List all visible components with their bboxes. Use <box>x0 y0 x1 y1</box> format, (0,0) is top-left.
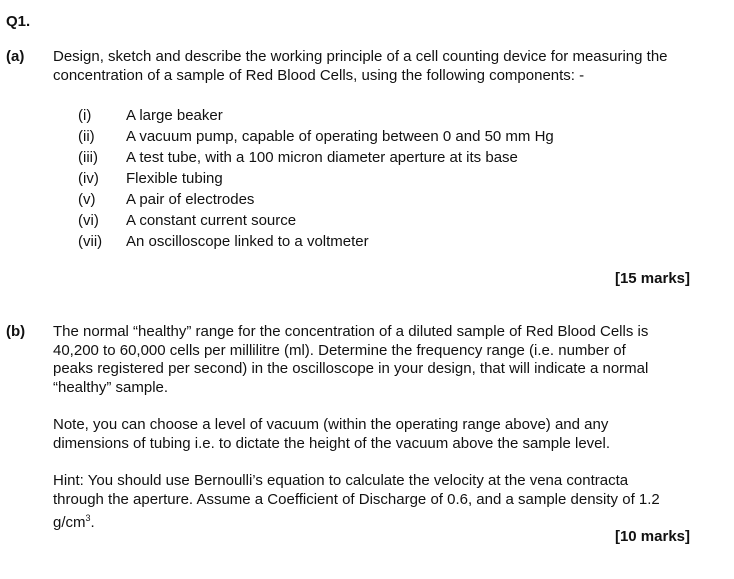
component-text: A large beaker <box>126 107 223 124</box>
component-number: (vii) <box>78 233 103 250</box>
component-text: A test tube, with a 100 micron diameter aperture at its base <box>126 149 518 166</box>
part-b-paragraph-2 <box>53 416 718 453</box>
component-item <box>78 190 678 210</box>
part-b-label: (b) <box>6 323 26 340</box>
density-unit: g/cm <box>53 514 86 531</box>
part-b-line: “healthy” sample. <box>53 378 169 396</box>
component-text: A vacuum pump, capable of operating between 0 and 50 mm Hg <box>126 128 554 145</box>
part-b-line: dimensions of tubing i.e. to dictate the height of the vacuum above the sample level. <box>53 434 611 452</box>
component-item <box>78 232 678 252</box>
part-b-line: through the aperture. Assume a Coefficient of Discharge of 0.6, and a sample density of 1.2 <box>53 490 660 508</box>
component-number: (vi) <box>78 212 99 229</box>
component-text: A constant current source <box>126 212 297 229</box>
part-a-label: (a) <box>6 48 25 65</box>
component-text: An oscilloscope linked to a voltmeter <box>126 233 369 250</box>
unit-superscript: 3 <box>85 513 91 523</box>
part-b-line: peaks registered per second) in the oscilloscope in your design, that will indicate a normal <box>53 360 649 377</box>
component-item <box>78 211 678 231</box>
component-item <box>78 169 678 189</box>
question-label: Q1. <box>6 13 31 30</box>
component-number: (i) <box>78 107 92 124</box>
part-a-marks: [15 marks] <box>614 270 690 287</box>
sentence-end: . <box>90 514 95 531</box>
component-number: (iv) <box>78 170 99 187</box>
component-number: (v) <box>78 191 96 208</box>
component-number: (iii) <box>78 149 98 166</box>
part-b-paragraph-1 <box>53 323 718 397</box>
part-a-text-line: concentration of a sample of Red Blood Cells, using the following components: - <box>53 66 585 84</box>
component-number: (ii) <box>78 128 95 145</box>
part-b-line: 40,200 to 60,000 cells per millilitre (ml). Determine the frequency range (i.e. number of <box>53 341 626 359</box>
component-item <box>78 127 678 147</box>
component-item <box>78 148 678 168</box>
part-b-line: The normal “healthy” range for the concentration of a diluted sample of Red Blood Cells is <box>53 323 649 340</box>
component-text: A pair of electrodes <box>126 191 255 208</box>
component-item <box>78 106 678 126</box>
part-b-line: Hint: You should use Bernoulli’s equation to calculate the velocity at the vena contracta <box>53 472 629 489</box>
part-a-text-line: Design, sketch and describe the working principle of a cell counting device for measuring the <box>53 48 668 65</box>
part-b-marks: [10 marks] <box>614 528 690 545</box>
part-a-text <box>53 48 718 85</box>
part-b-line: Note, you can choose a level of vacuum (within the operating range above) and any <box>53 416 609 433</box>
component-text: Flexible tubing <box>126 170 223 187</box>
part-b-paragraph-3 <box>53 472 718 533</box>
